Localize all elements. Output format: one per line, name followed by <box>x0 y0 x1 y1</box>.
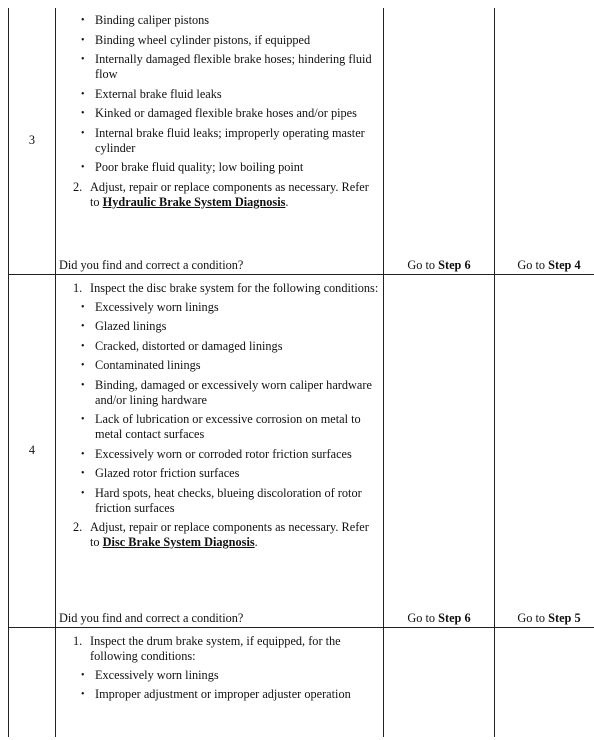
bullet-icon: • <box>81 321 85 332</box>
bullet-icon: • <box>81 669 85 681</box>
no-cell <box>495 274 594 627</box>
procedure-list <box>59 180 380 210</box>
no-cell <box>495 627 594 737</box>
bullet-icon: • <box>81 448 85 460</box>
table-row-step-4 <box>9 274 594 627</box>
list-item: • Improper adjustment or improper adjuster operation <box>81 687 351 701</box>
question-text: Did you find and correct a condition? <box>59 257 244 272</box>
condition-list <box>59 300 380 516</box>
yes-goto[interactable]: Go to Step 6 <box>407 610 471 625</box>
yes-goto[interactable]: Go to Step 6 <box>407 257 471 272</box>
list-item: • Internally damaged flexible brake hoses; hindering fluid flow <box>81 52 372 81</box>
bullet-icon: • <box>81 108 85 119</box>
no-goto[interactable]: Go to Step 5 <box>517 610 581 625</box>
bullet-icon: • <box>81 360 85 371</box>
bullet-icon: • <box>81 340 85 352</box>
list-item: • Excessively worn linings <box>81 667 219 682</box>
table-row-step-3 <box>9 8 594 274</box>
procedure-item: 1. Inspect the drum brake system, if equipped, for the following conditions: <box>73 633 341 663</box>
list-item: • Internal brake fluid leaks; improperly operating master cylinder <box>81 125 365 155</box>
procedure-item: 2. Adjust, repair or replace components as necessary. Refer to Disc Brake System Diagnosis. <box>73 520 369 549</box>
procedure-list <box>59 634 380 664</box>
step-number-cell <box>9 627 56 737</box>
bullet-icon: • <box>81 301 85 313</box>
list-item: • Binding wheel cylinder pistons, if equipped <box>81 32 311 47</box>
procedure-item: 2. Adjust, repair or replace components as necessary. Refer to Hydraulic Brake System Diagnosis. <box>73 179 369 209</box>
step-number-cell <box>9 8 56 274</box>
action-cell <box>56 274 384 627</box>
hydraulic-brake-diagnosis-link[interactable]: Hydraulic Brake System Diagnosis <box>102 194 286 209</box>
bullet-icon: • <box>81 127 85 139</box>
bullet-icon: • <box>81 689 85 700</box>
action-cell <box>56 8 384 274</box>
bullet-icon: • <box>81 34 85 46</box>
procedure-list <box>59 281 380 296</box>
list-item: • Glazed rotor friction surfaces <box>81 466 240 480</box>
step-number-cell <box>9 274 56 627</box>
list-item: • External brake fluid leaks <box>81 86 222 101</box>
step-number: 3 <box>28 133 36 148</box>
list-item: • Lack of lubrication or excessive corrosion on metal to metal contact surfaces <box>81 412 361 441</box>
bullet-icon: • <box>81 379 85 391</box>
no-goto[interactable]: Go to Step 4 <box>517 257 581 272</box>
bullet-icon: • <box>81 15 85 26</box>
no-cell <box>495 8 594 274</box>
list-item: • Hard spots, heat checks, blueing discoloration of rotor friction surfaces <box>81 485 362 515</box>
condition-list <box>59 668 380 703</box>
procedure-list <box>59 520 380 550</box>
step-number: 4 <box>28 443 36 457</box>
action-cell <box>56 627 384 737</box>
bullet-icon: • <box>81 88 85 100</box>
list-item: • Binding caliper pistons <box>81 13 210 27</box>
disc-brake-diagnosis-link[interactable]: Disc Brake System Diagnosis <box>102 535 255 549</box>
list-item: • Excessively worn or corroded rotor friction surfaces <box>81 446 352 461</box>
bullet-icon: • <box>81 54 85 65</box>
bullet-icon: • <box>81 468 85 479</box>
condition-list <box>59 13 380 175</box>
yes-cell <box>384 627 495 737</box>
list-item: • Cracked, distorted or damaged linings <box>81 338 283 353</box>
procedure-item: 1. Inspect the disc brake system for the following conditions: <box>73 280 379 295</box>
list-item: • Excessively worn linings <box>81 299 219 314</box>
diagnostic-table <box>8 8 594 737</box>
yes-cell <box>384 8 495 274</box>
list-item: • Poor brake fluid quality; low boiling point <box>81 160 304 174</box>
question-text: Did you find and correct a condition? <box>59 610 244 625</box>
bullet-icon: • <box>81 487 85 499</box>
list-item: • Kinked or damaged flexible brake hoses and/or pipes <box>81 106 357 120</box>
list-item: • Contaminated linings <box>81 358 201 372</box>
list-item: • Glazed linings <box>81 319 167 333</box>
bullet-icon: • <box>81 162 85 173</box>
list-item: • Binding, damaged or excessively worn caliper hardware and/or lining hardware <box>81 377 372 407</box>
table-row-step-5 <box>9 627 594 737</box>
yes-cell <box>384 274 495 627</box>
bullet-icon: • <box>81 414 85 425</box>
